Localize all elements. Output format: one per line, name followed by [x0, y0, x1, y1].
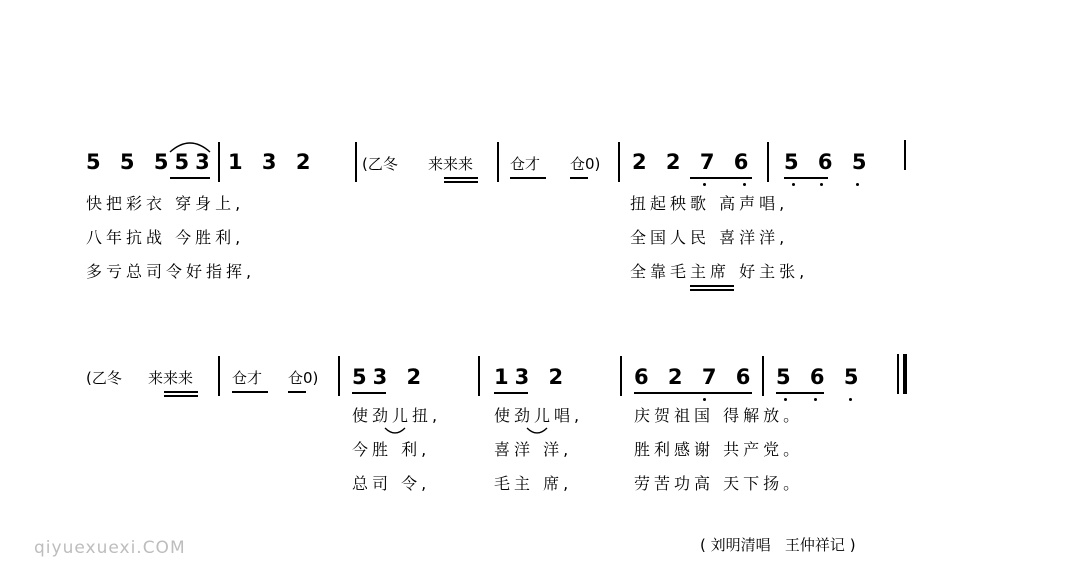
percussion-4: 仓0) — [570, 155, 601, 173]
bar-line — [218, 142, 220, 182]
beam-line — [164, 395, 198, 397]
lyric-verse-3b: 毛主 席, — [494, 474, 573, 493]
credit-line: ( 刘明清唱 王仲祥记 ) — [700, 536, 856, 554]
percussion-1: (乙冬 — [362, 155, 398, 173]
lyric-verse-2b: 喜洋 洋, — [494, 440, 573, 459]
measure-4: 5 6 5 — [784, 150, 873, 174]
slur — [384, 426, 406, 436]
percussion-1: (乙冬 — [86, 369, 122, 387]
beam-line — [634, 392, 752, 394]
low-octave-dot — [703, 183, 706, 186]
beam-line — [288, 391, 306, 393]
lyric-verse-3b: 全靠毛主席 好主张, — [630, 262, 809, 281]
beam-line — [444, 177, 478, 179]
beam-line — [494, 392, 528, 394]
bar-line — [355, 142, 357, 182]
lyric-verse-1b: 使劲儿唱, — [494, 406, 584, 425]
low-octave-dot — [792, 183, 795, 186]
percussion-4: 仓0) — [288, 369, 319, 387]
measure-6: 13 2 — [494, 365, 570, 389]
bar-line — [767, 142, 769, 182]
measure-2: 1 3 2 — [228, 150, 317, 174]
low-octave-dot — [784, 398, 787, 401]
lyric-verse-3a: 总司 令, — [352, 474, 431, 493]
lyric-verse-1b: 扭起秧歌 高声唱, — [630, 194, 789, 213]
beam-line — [444, 181, 478, 183]
slur — [526, 426, 548, 436]
underline — [690, 289, 734, 291]
measure-7: 6 2 7 6 — [634, 365, 757, 389]
low-octave-dot — [849, 398, 852, 401]
percussion-3: 仓才 — [232, 369, 263, 387]
low-octave-dot — [814, 398, 817, 401]
lyric-verse-2c: 胜利感谢 共产党。 — [634, 440, 804, 459]
final-bar-thin — [897, 354, 899, 394]
lyric-verse-1a: 快把彩衣 穿身上, — [86, 194, 245, 213]
measure-3: 2 2 7 6 — [632, 150, 755, 174]
beam-line — [776, 392, 824, 394]
beam-line — [784, 177, 828, 179]
measure-8: 5 6 5 — [776, 365, 865, 389]
measure-5: 53 2 — [352, 365, 428, 389]
lyric-verse-1a: 使劲儿扭, — [352, 406, 442, 425]
percussion-2: 来来来 — [428, 155, 474, 173]
bar-line — [762, 356, 764, 396]
beam-line — [170, 177, 210, 179]
lyric-verse-2a: 今胜 利, — [352, 440, 431, 459]
bar-line — [904, 140, 906, 170]
underline — [690, 285, 734, 287]
low-octave-dot — [856, 183, 859, 186]
low-octave-dot — [820, 183, 823, 186]
beam-line — [352, 392, 386, 394]
beam-line — [690, 177, 752, 179]
lyric-verse-2a: 八年抗战 今胜利, — [86, 228, 245, 247]
final-bar-thick — [903, 354, 907, 394]
low-octave-dot — [703, 398, 706, 401]
percussion-2: 来来来 — [148, 369, 194, 387]
beam-line — [510, 177, 546, 179]
lyric-verse-3a: 多亏总司令好指挥, — [86, 262, 256, 281]
lyric-verse-1c: 庆贺祖国 得解放。 — [634, 406, 804, 425]
bar-line — [218, 356, 220, 396]
bar-line — [478, 356, 480, 396]
lyric-verse-2b: 全国人民 喜洋洋, — [630, 228, 789, 247]
beam-line — [164, 391, 198, 393]
lyric-verse-3c: 劳苦功高 天下扬。 — [634, 474, 804, 493]
watermark: qiyuexuexi.COM — [34, 538, 186, 558]
bar-line — [338, 356, 340, 396]
beam-line — [232, 391, 268, 393]
beam-line — [570, 177, 588, 179]
bar-line — [620, 356, 622, 396]
bar-line — [497, 142, 499, 182]
measure-1: 5 5 553 — [86, 150, 216, 174]
slur — [168, 138, 212, 154]
low-octave-dot — [743, 183, 746, 186]
bar-line — [618, 142, 620, 182]
percussion-3: 仓才 — [510, 155, 541, 173]
